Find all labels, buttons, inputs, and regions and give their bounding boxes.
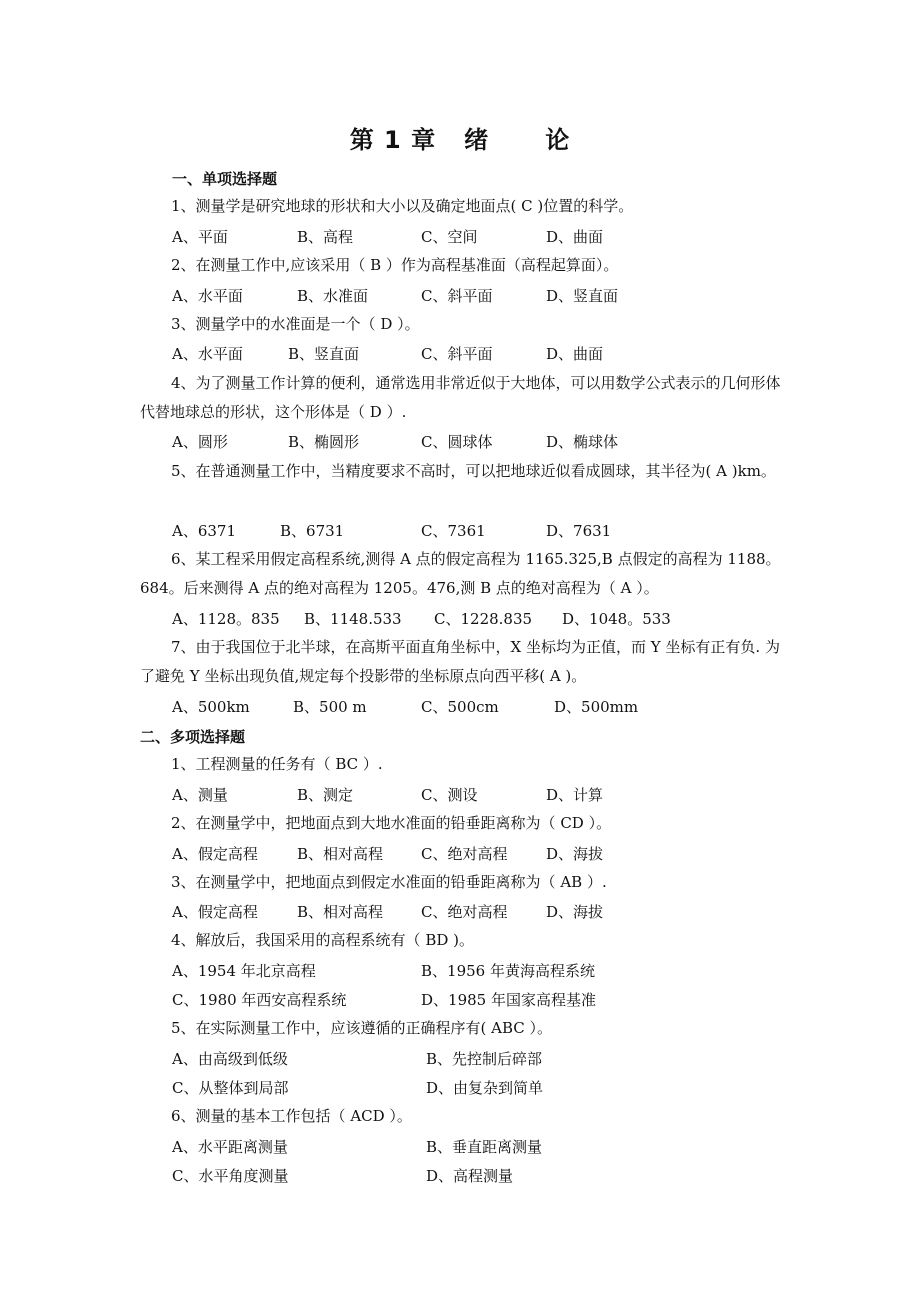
- option-c: C、绝对高程: [421, 903, 508, 921]
- section-heading-single: 一、单项选择题: [172, 170, 278, 188]
- question-text: 5、在普通测量工作中，当精度要求不高时，可以把地球近似看成圆球，其半径为( A )km。: [171, 462, 776, 480]
- option-a: A、500km: [172, 698, 250, 716]
- option-b: B、500 m: [293, 698, 367, 716]
- option-d: D、1985 年国家高程基准: [421, 991, 596, 1009]
- option-b: B、相对高程: [297, 903, 384, 921]
- option-c: C、圆球体: [421, 433, 493, 451]
- option-a: A、6371: [172, 522, 237, 540]
- option-b: B、垂直距离测量: [426, 1138, 543, 1156]
- option-a: A、测量: [172, 786, 228, 804]
- option-d: D、海拔: [546, 903, 604, 921]
- question-text: 2、在测量工作中,应该采用（ B ）作为高程基准面（高程起算面）。: [171, 256, 619, 274]
- option-a: A、假定高程: [172, 903, 258, 921]
- question-text: 5、在实际测量工作中，应该遵循的正确程序有( ABC ）。: [171, 1019, 553, 1037]
- question-text: 4、为了测量工作计算的便利，通常选用非常近似于大地体，可以用数学公式表示的几何形体代替地球总的形状，这个形体是（ D ）.: [140, 374, 781, 421]
- option-a: A、圆形: [172, 433, 228, 451]
- option-b: B、先控制后碎部: [426, 1050, 543, 1068]
- section-heading-multi: 二、多项选择题: [140, 728, 246, 746]
- option-d: D、计算: [546, 786, 604, 804]
- option-c: C、空间: [421, 228, 478, 246]
- option-b: B、高程: [297, 228, 354, 246]
- question-text: 1、工程测量的任务有（ BC ）.: [171, 755, 383, 773]
- option-d: D、竖直面: [546, 287, 619, 305]
- question-text: 3、在测量学中，把地面点到假定水准面的铅垂距离称为（ AB ）.: [171, 873, 607, 891]
- question-text: 1、测量学是研究地球的形状和大小以及确定地面点( C )位置的科学。: [171, 197, 634, 215]
- option-b: B、测定: [297, 786, 354, 804]
- option-b: B、1148.533: [304, 610, 402, 628]
- option-c: C、水平角度测量: [172, 1167, 289, 1185]
- question-text: 4、解放后，我国采用的高程系统有（ BD )。: [171, 931, 474, 949]
- option-c: C、1980 年西安高程系统: [172, 991, 347, 1009]
- option-c: C、1228.835: [434, 610, 533, 628]
- question-text: 2、在测量学中，把地面点到大地水准面的铅垂距离称为（ CD ）。: [171, 814, 612, 832]
- option-d: D、曲面: [546, 228, 604, 246]
- option-a: A、由高级到低级: [172, 1050, 288, 1068]
- option-d: D、7631: [546, 522, 612, 540]
- option-a: A、1128。835: [172, 610, 280, 628]
- option-c: C、测设: [421, 786, 478, 804]
- option-d: D、1048。533: [562, 610, 671, 628]
- option-a: A、水平距离测量: [172, 1138, 288, 1156]
- option-b: B、相对高程: [297, 845, 384, 863]
- option-c: C、斜平面: [421, 287, 493, 305]
- option-d: D、高程测量: [426, 1167, 514, 1185]
- option-a: A、水平面: [172, 287, 243, 305]
- option-c: C、斜平面: [421, 345, 493, 363]
- option-a: A、假定高程: [172, 845, 258, 863]
- option-b: B、水准面: [297, 287, 369, 305]
- option-a: A、水平面: [172, 345, 243, 363]
- option-b: B、椭圆形: [288, 433, 360, 451]
- option-b: B、6731: [280, 522, 345, 540]
- option-d: D、由复杂到简单: [426, 1079, 544, 1097]
- option-d: D、椭球体: [546, 433, 619, 451]
- option-c: C、500cm: [421, 698, 499, 716]
- question-text: 3、测量学中的水准面是一个（ D ）。: [171, 315, 420, 333]
- option-d: D、曲面: [546, 345, 604, 363]
- option-d: D、海拔: [546, 845, 604, 863]
- question-text: 6、某工程采用假定高程系统,测得 A 点的假定高程为 1165.325,B 点假定的高程为 1188。684。后来测得 A 点的绝对高程为 1205。476,测 B 点的绝对高程为（ A ）。: [140, 550, 781, 597]
- option-c: C、从整体到局部: [172, 1079, 289, 1097]
- option-b: B、竖直面: [288, 345, 360, 363]
- question-text: 7、由于我国位于北半球，在高斯平面直角坐标中，X 坐标均为正值，而 Y 坐标有正有负. 为了避免 Y 坐标出现负值,规定每个投影带的坐标原点向西平移( A )。: [140, 638, 780, 685]
- option-d: D、500mm: [554, 698, 639, 716]
- option-c: C、7361: [421, 522, 486, 540]
- option-a: A、平面: [172, 228, 228, 246]
- question-text: 6、测量的基本工作包括（ ACD ）。: [171, 1107, 412, 1125]
- option-c: C、绝对高程: [421, 845, 508, 863]
- option-a: A、1954 年北京高程: [172, 962, 316, 980]
- chapter-title: 第 1 章 绪 论: [349, 126, 571, 154]
- option-b: B、1956 年黄海高程系统: [421, 962, 595, 980]
